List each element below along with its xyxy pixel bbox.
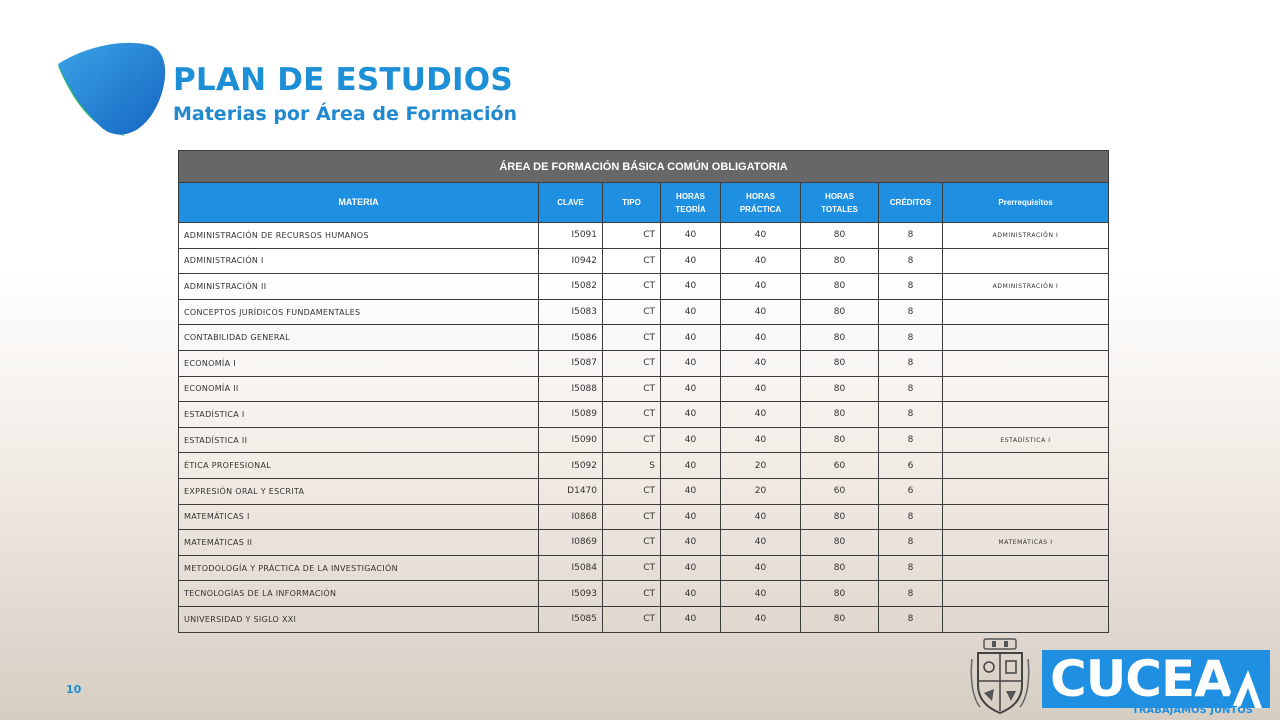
cell-prerrequisito: ADMINISTRACIÓN I xyxy=(943,223,1109,249)
table-row xyxy=(179,427,1109,453)
cell-horas-practica: 40 xyxy=(721,504,801,530)
cell-horas-practica: 40 xyxy=(721,555,801,581)
cell-horas-practica: 40 xyxy=(721,274,801,300)
cell-horas-practica: 40 xyxy=(721,325,801,351)
cell-clave: I0868 xyxy=(539,504,603,530)
cell-prerrequisito xyxy=(943,606,1109,632)
cell-horas-teoria: 40 xyxy=(661,223,721,249)
col-creditos: CRÉDITOS xyxy=(879,183,943,223)
cell-creditos: 8 xyxy=(879,376,943,402)
cell-horas-practica: 40 xyxy=(721,530,801,556)
col-horas-teoria xyxy=(661,183,721,223)
cell-clave: D1470 xyxy=(539,478,603,504)
cell-tipo: CT xyxy=(603,376,661,402)
table-row xyxy=(179,223,1109,249)
cell-horas-totales: 60 xyxy=(801,478,879,504)
cell-materia: CONTABILIDAD GENERAL xyxy=(179,325,539,351)
table-row xyxy=(179,453,1109,479)
table-row xyxy=(179,248,1109,274)
col-tipo: TIPO xyxy=(603,183,661,223)
cell-horas-totales: 80 xyxy=(801,325,879,351)
cell-creditos: 8 xyxy=(879,427,943,453)
cell-horas-totales: 80 xyxy=(801,350,879,376)
cell-horas-practica: 40 xyxy=(721,402,801,428)
cell-clave: I0869 xyxy=(539,530,603,556)
cucea-wordmark: CUCEA xyxy=(1050,650,1232,708)
cell-horas-totales: 80 xyxy=(801,299,879,325)
cell-clave: I5093 xyxy=(539,581,603,607)
cell-materia: TECNOLOGÍAS DE LA INFORMACIÓN xyxy=(179,581,539,607)
cell-tipo: CT xyxy=(603,299,661,325)
cell-prerrequisito xyxy=(943,478,1109,504)
cell-horas-teoria: 40 xyxy=(661,504,721,530)
cell-creditos: 8 xyxy=(879,555,943,581)
cell-horas-totales: 80 xyxy=(801,427,879,453)
col-horas-practica xyxy=(721,183,801,223)
cell-horas-teoria: 40 xyxy=(661,478,721,504)
cell-prerrequisito xyxy=(943,453,1109,479)
table-row xyxy=(179,530,1109,556)
cell-creditos: 8 xyxy=(879,606,943,632)
cell-horas-practica: 40 xyxy=(721,606,801,632)
cell-horas-totales: 80 xyxy=(801,402,879,428)
cell-clave: I5082 xyxy=(539,274,603,300)
cell-prerrequisito: ESTADÍSTICA I xyxy=(943,427,1109,453)
cell-horas-totales: 80 xyxy=(801,223,879,249)
cell-materia: CONCEPTOS JURÍDICOS FUNDAMENTALES xyxy=(179,299,539,325)
cell-tipo: CT xyxy=(603,530,661,556)
cell-materia: EXPRESIÓN ORAL Y ESCRITA xyxy=(179,478,539,504)
cell-prerrequisito xyxy=(943,555,1109,581)
cell-creditos: 8 xyxy=(879,504,943,530)
table-row xyxy=(179,555,1109,581)
cell-horas-teoria: 40 xyxy=(661,427,721,453)
cell-clave: I5085 xyxy=(539,606,603,632)
cell-horas-teoria: 40 xyxy=(661,453,721,479)
leaf-logo-icon xyxy=(56,42,168,138)
col-horas-teoria-line1: HORAS xyxy=(676,191,705,201)
col-horas-totales-line2: TOTALES xyxy=(821,204,858,214)
cell-creditos: 8 xyxy=(879,299,943,325)
table-row xyxy=(179,478,1109,504)
cell-prerrequisito xyxy=(943,376,1109,402)
cell-materia: ESTADÍSTICA II xyxy=(179,427,539,453)
cell-horas-practica: 40 xyxy=(721,223,801,249)
cell-tipo: CT xyxy=(603,555,661,581)
university-crest-icon xyxy=(970,637,1030,717)
cell-horas-teoria: 40 xyxy=(661,248,721,274)
cell-horas-totales: 60 xyxy=(801,453,879,479)
cell-horas-practica: 40 xyxy=(721,427,801,453)
cell-creditos: 8 xyxy=(879,274,943,300)
cell-materia: MATEMÁTICAS II xyxy=(179,530,539,556)
cell-creditos: 8 xyxy=(879,223,943,249)
table-row xyxy=(179,274,1109,300)
cell-prerrequisito xyxy=(943,504,1109,530)
cell-tipo: CT xyxy=(603,478,661,504)
cell-prerrequisito xyxy=(943,248,1109,274)
cell-clave: I5089 xyxy=(539,402,603,428)
cell-horas-totales: 80 xyxy=(801,248,879,274)
col-clave: CLAVE xyxy=(539,183,603,223)
table-row xyxy=(179,350,1109,376)
cell-clave: I0942 xyxy=(539,248,603,274)
cell-materia: ÉTICA PROFESIONAL xyxy=(179,453,539,479)
table-row xyxy=(179,504,1109,530)
cell-tipo: CT xyxy=(603,581,661,607)
cell-horas-totales: 80 xyxy=(801,376,879,402)
cell-horas-teoria: 40 xyxy=(661,274,721,300)
cell-tipo: CT xyxy=(603,504,661,530)
area-heading: ÁREA DE FORMACIÓN BÁSICA COMÚN OBLIGATORIA xyxy=(179,151,1109,183)
cell-creditos: 8 xyxy=(879,530,943,556)
cell-creditos: 8 xyxy=(879,325,943,351)
cell-horas-practica: 40 xyxy=(721,376,801,402)
cell-prerrequisito xyxy=(943,402,1109,428)
cell-prerrequisito xyxy=(943,299,1109,325)
cell-tipo: CT xyxy=(603,606,661,632)
cell-clave: I5087 xyxy=(539,350,603,376)
cell-prerrequisito xyxy=(943,325,1109,351)
cell-horas-practica: 40 xyxy=(721,248,801,274)
cell-prerrequisito xyxy=(943,350,1109,376)
table-row xyxy=(179,376,1109,402)
cell-materia: ADMINISTRACIÓN II xyxy=(179,274,539,300)
cell-tipo: CT xyxy=(603,274,661,300)
cell-clave: I5090 xyxy=(539,427,603,453)
cell-horas-totales: 80 xyxy=(801,504,879,530)
cucea-triangle-icon xyxy=(1218,650,1270,708)
column-header-row xyxy=(179,183,1109,223)
cell-materia: ECONOMÍA I xyxy=(179,350,539,376)
cell-tipo: CT xyxy=(603,248,661,274)
cell-clave: I5092 xyxy=(539,453,603,479)
cell-horas-practica: 40 xyxy=(721,581,801,607)
cell-creditos: 6 xyxy=(879,478,943,504)
cell-materia: ECONOMÍA II xyxy=(179,376,539,402)
cell-materia: ESTADÍSTICA I xyxy=(179,402,539,428)
cell-prerrequisito xyxy=(943,581,1109,607)
cell-horas-teoria: 40 xyxy=(661,350,721,376)
cell-horas-practica: 20 xyxy=(721,478,801,504)
cell-clave: I5086 xyxy=(539,325,603,351)
cell-horas-teoria: 40 xyxy=(661,376,721,402)
cell-tipo: CT xyxy=(603,350,661,376)
cell-prerrequisito: ADMINISTRACIÓN I xyxy=(943,274,1109,300)
cell-horas-practica: 40 xyxy=(721,299,801,325)
cell-horas-totales: 80 xyxy=(801,555,879,581)
cell-tipo: S xyxy=(603,453,661,479)
col-horas-teoria-line2: TEORÍA xyxy=(675,204,706,214)
cell-clave: I5088 xyxy=(539,376,603,402)
cell-horas-teoria: 40 xyxy=(661,606,721,632)
col-horas-practica-line2: PRÁCTICA xyxy=(739,204,782,214)
cell-creditos: 8 xyxy=(879,402,943,428)
cell-horas-teoria: 40 xyxy=(661,299,721,325)
cell-materia: METODOLOGÍA Y PRÁCTICA DE LA INVESTIGACIÓN xyxy=(179,555,539,581)
cell-tipo: CT xyxy=(603,325,661,351)
cell-horas-teoria: 40 xyxy=(661,555,721,581)
col-horas-totales xyxy=(801,183,879,223)
col-materia: MATERIA xyxy=(179,183,539,223)
col-horas-practica-line1: HORAS xyxy=(746,191,775,201)
cell-clave: I5091 xyxy=(539,223,603,249)
table-row xyxy=(179,581,1109,607)
cell-horas-teoria: 40 xyxy=(661,402,721,428)
curriculum-table xyxy=(178,150,1109,633)
table-row xyxy=(179,299,1109,325)
cell-horas-totales: 80 xyxy=(801,581,879,607)
cell-creditos: 8 xyxy=(879,248,943,274)
cell-tipo: CT xyxy=(603,402,661,428)
cucea-slogan: TRABAJAMOS JUNTOS xyxy=(1132,705,1253,716)
cell-tipo: CT xyxy=(603,427,661,453)
table-row xyxy=(179,606,1109,632)
cell-creditos: 8 xyxy=(879,350,943,376)
cell-creditos: 6 xyxy=(879,453,943,479)
cell-horas-practica: 20 xyxy=(721,453,801,479)
col-prerrequisitos: Prerrequisitos xyxy=(943,183,1109,223)
cell-horas-teoria: 40 xyxy=(661,530,721,556)
page-number: 10 xyxy=(66,683,82,696)
table-row xyxy=(179,325,1109,351)
cell-creditos: 8 xyxy=(879,581,943,607)
cell-tipo: CT xyxy=(603,223,661,249)
cell-horas-totales: 80 xyxy=(801,530,879,556)
cell-horas-teoria: 40 xyxy=(661,581,721,607)
cell-materia: MATEMÁTICAS I xyxy=(179,504,539,530)
page-title: PLAN DE ESTUDIOS xyxy=(173,62,513,98)
cell-horas-practica: 40 xyxy=(721,350,801,376)
cell-materia: ADMINISTRACIÓN I xyxy=(179,248,539,274)
page-subtitle: Materias por Área de Formación xyxy=(173,103,518,125)
cell-materia: UNIVERSIDAD Y SIGLO XXI xyxy=(179,606,539,632)
cell-materia: ADMINISTRACIÓN DE RECURSOS HUMANOS xyxy=(179,223,539,249)
cell-horas-totales: 80 xyxy=(801,606,879,632)
cell-clave: I5084 xyxy=(539,555,603,581)
cell-horas-totales: 80 xyxy=(801,274,879,300)
cell-clave: I5083 xyxy=(539,299,603,325)
cell-prerrequisito: MATEMÁTICAS I xyxy=(943,530,1109,556)
table-row xyxy=(179,402,1109,428)
cell-horas-teoria: 40 xyxy=(661,325,721,351)
col-horas-totales-line1: HORAS xyxy=(825,191,854,201)
